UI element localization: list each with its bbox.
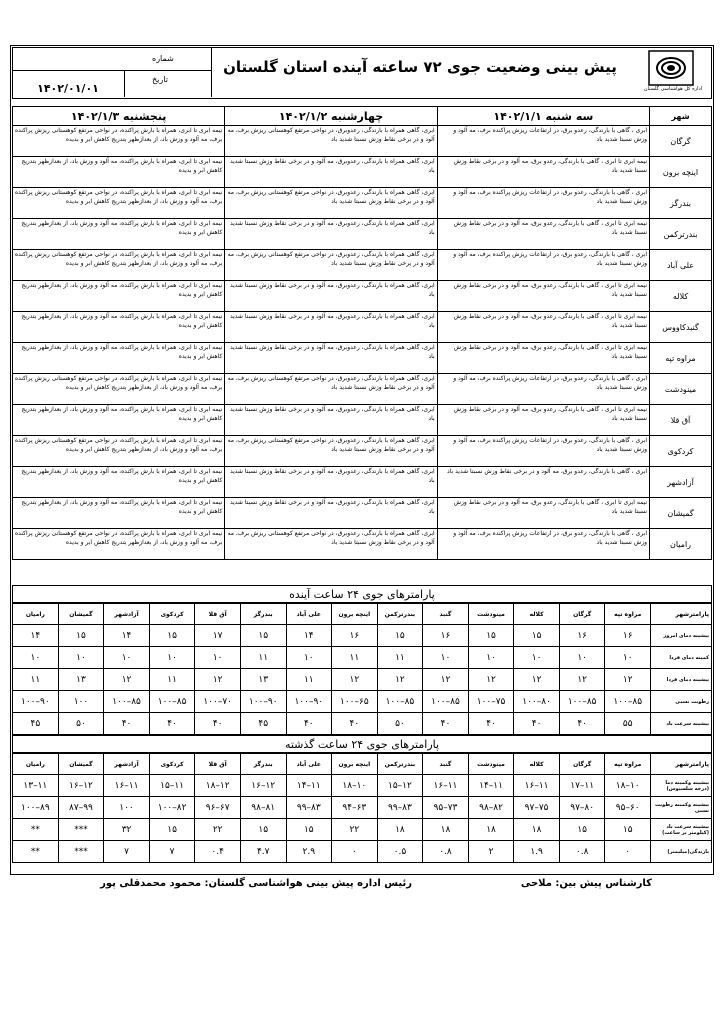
date-label: تاریخ [152, 75, 168, 84]
forecast-day3: نیمه ابری تا ابری، همراه با بارش پراکنده، در نواحی مرتفع کوهستانی ریزش پراکنده برف، مه آلود و وزش باد، از بعدازظهر بتدریج کاهش ابر و بدیده [13, 436, 225, 467]
param-value: ۲۲ [332, 819, 378, 841]
param-value: ۱۵ [377, 625, 423, 647]
param-value: ۲۲ [195, 819, 241, 841]
param-value: ۱۲ [104, 669, 150, 691]
forecast-day1: نیمه ابری تا ابری ، گاهی با بارندگی، رعدو برق، مه آلود و در برخی نقاط وزش نسبتا شدید باد [437, 281, 649, 312]
city-name: بندرترکمن [650, 219, 712, 250]
param-value: ۱۲ [514, 669, 560, 691]
forecast-day1: ابری ، گاهی با بارندگی، رعدو برق، در ارتفاعات ریزش پراکنده برف، مه آلود و وزش نسبتا شدید باد [437, 529, 649, 560]
param-value: ۸۰–۱۰۰ [514, 691, 560, 713]
forecast-day3: نیمه ابری تا ابری، همراه با بارش پراکنده، مه آلود و وزش باد، از بعدازظهر بتدریج کاهش ابر و بدیده [13, 467, 225, 498]
param-value: ۷۰–۱۰۰ [195, 691, 241, 713]
forecast-row [13, 126, 712, 157]
forecast-day3: نیمه ابری تا ابری، همراه با بارش پراکنده، در نواحی مرتفع کوهستانی ریزش پراکنده برف، مه آلود و وزش باد، از بعدازظهر بتدریج کاهش ابر و بدیده [13, 188, 225, 219]
param-value: ۴۰ [559, 713, 605, 735]
param-row [13, 647, 712, 669]
param-value: ۱۵ [605, 819, 651, 841]
forecast-day3: نیمه ابری تا ابری، همراه با بارش پراکنده، مه آلود و وزش باد، از بعدازظهر بتدریج کاهش ابر و بدیده [13, 281, 225, 312]
param-name: بیشینه وکمینه دما (درجه سلسیوس) [651, 775, 712, 797]
param-value: ۹۰–۱۰۰ [286, 691, 332, 713]
param-value: ۱۶ [605, 625, 651, 647]
page-title: پیش بینی وضعیت جوی ۷۲ ساعته آینده استان گلستان [223, 58, 617, 76]
forecast-day2: ابری، گاهی همراه با بارندگی، رعدوبرق، مه آلود و در برخی نقاط وزش نسبتا شدید باد [225, 312, 437, 343]
param-value: ۱۱–۱۴ [468, 775, 514, 797]
param-value: ۱۶ [559, 625, 605, 647]
forecast-day2: ابری، گاهی همراه با بارندگی، رعدوبرق، مه آلود و در برخی نقاط وزش نسبتا شدید باد [225, 343, 437, 374]
param-value: ۱۵ [149, 819, 195, 841]
param-value: ۴۰ [195, 713, 241, 735]
param-city: کلاله [514, 754, 560, 775]
param-value: ۱۰ [195, 647, 241, 669]
param-value: ۱۲ [423, 669, 469, 691]
param-header: پارامترشهر [651, 604, 712, 625]
param-value: ۱۰ [286, 647, 332, 669]
param-value: ۸۰–۹۷ [559, 797, 605, 819]
param-city: آزادشهر [104, 754, 150, 775]
param-value: ۹۰–۱۰۰ [13, 691, 59, 713]
city-name: کلاله [650, 281, 712, 312]
param-value: ۱۰ [149, 647, 195, 669]
param-value: ۱۱–۱۶ [423, 775, 469, 797]
param-city: گمیشان [58, 754, 104, 775]
city-header: شهر [650, 107, 712, 126]
param-value: ۴۰ [423, 713, 469, 735]
forecast-day1: ابری ، گاهی با بارندگی، رعدو برق، مه آلود و در برخی نقاط وزش نسبتا شدید باد [437, 467, 649, 498]
param-value: ۱۰–۱۸ [605, 775, 651, 797]
param-value: ۱۵ [468, 625, 514, 647]
param-value: ۱۲–۱۵ [377, 775, 423, 797]
city-name: آزادشهر [650, 467, 712, 498]
forecast-day3: نیمه ابری تا ابری، همراه با بارش پراکنده، مه آلود و وزش باد، از بعدازظهر بتدریج کاهش ابر و بدیده [13, 498, 225, 529]
param-value: ۸۵–۱۰۰ [104, 691, 150, 713]
param-value: ۶۷–۹۶ [195, 797, 241, 819]
param-value: ۱۲ [195, 669, 241, 691]
param-value: ۱۸ [423, 819, 469, 841]
param-row [13, 669, 712, 691]
param-value: ۸۲–۹۸ [468, 797, 514, 819]
forecast-row [13, 436, 712, 467]
param-name: بیشینه سرعت باد [651, 713, 712, 735]
param-value: ۱۲ [332, 669, 378, 691]
forecast-day3: نیمه ابری تا ابری، همراه با بارش پراکنده، در نواحی مرتفع کوهستانی ریزش پراکنده برف، مه آلود و وزش باد، از بعدازظهر بتدریج کاهش ابر و بدیده [13, 250, 225, 281]
param-value: ۸۱–۹۸ [240, 797, 286, 819]
param-header-row [13, 604, 712, 625]
param-value: ۱۱ [13, 669, 59, 691]
param-value: ۱۱–۱۷ [559, 775, 605, 797]
param-value: ۱۲ [559, 669, 605, 691]
param-value: ۴۰ [104, 713, 150, 735]
forecast-day1: نیمه ابری تا ابری ، گاهی با بارندگی، رعدو برق، مه آلود و در برخی نقاط وزش نسبتا شدید باد [437, 405, 649, 436]
number-label: شماره [152, 54, 174, 63]
param-row [13, 625, 712, 647]
param-value: ۰.۵ [377, 841, 423, 863]
param-value: ۱۱–۱۶ [514, 775, 560, 797]
param-name: بیشینه دمای فردا [651, 669, 712, 691]
param-city: کردکوی [149, 604, 195, 625]
param-value: ۱۸ [468, 819, 514, 841]
forecast-day1: نیمه ابری تا ابری ، گاهی با بارندگی، رعدو برق، مه آلود و در برخی نقاط وزش نسبتا شدید باد [437, 498, 649, 529]
param-value: ** [13, 841, 59, 863]
param-value: ۴۵ [240, 713, 286, 735]
param-value: ۷۵–۱۰۰ [468, 691, 514, 713]
param-value: ۰ [332, 841, 378, 863]
param-row [13, 775, 712, 797]
divider [124, 70, 125, 97]
footer [12, 878, 712, 896]
param-header-row [13, 754, 712, 775]
forecast-day1: نیمه ابری تا ابری ، گاهی با بارندگی، رعدو برق، مه آلود و در برخی نقاط وزش نسبتا شدید باد [437, 219, 649, 250]
next24-table [12, 603, 712, 735]
day-header: چهارشنبه ۱۴۰۲/۱/۲ [225, 107, 437, 126]
param-value: ۱۵ [286, 819, 332, 841]
param-value: ۴۰ [149, 713, 195, 735]
param-value: ۸۵–۱۰۰ [605, 691, 651, 713]
forecast-day2: ابری، گاهی همراه با بارندگی، رعدوبرق، در نواحی مرتفع کوهستانی ریزش برف، مه آلود و در برخی نقاط وزش نسبتا شدید باد [225, 250, 437, 281]
param-value: *** [58, 841, 104, 863]
param-value: ۸۳–۹۹ [286, 797, 332, 819]
city-name: گمیشان [650, 498, 712, 529]
city-name: گنبدکاووس [650, 312, 712, 343]
forecast-day2: ابری، گاهی همراه با بارندگی، رعدوبرق، مه آلود و در برخی نقاط وزش نسبتا شدید باد [225, 467, 437, 498]
forecast-day1: نیمه ابری تا ابری ، گاهی با بارندگی، رعدو برق، مه آلود و در برخی نقاط وزش نسبتا شدید باد [437, 343, 649, 374]
param-value: ۱۵ [240, 625, 286, 647]
param-city: گرگان [559, 754, 605, 775]
param-value: ۱۱–۱۵ [149, 775, 195, 797]
forecast-day3: نیمه ابری تا ابری، همراه با بارش پراکنده، مه آلود و وزش باد، از بعدازظهر بتدریج کاهش ابر و بدیده [13, 312, 225, 343]
city-name: مراوه تپه [650, 343, 712, 374]
param-value: ۱۲–۱۶ [58, 775, 104, 797]
forecast-row [13, 250, 712, 281]
param-name: بارندگی(میلیمتر) [651, 841, 712, 863]
param-value: ۱۱ [377, 647, 423, 669]
forecast-row [13, 312, 712, 343]
param-value: ۱۳ [240, 669, 286, 691]
forecaster-name: کارشناس پیش بین: ملاحی [520, 878, 652, 889]
forecast-day3: نیمه ابری تا ابری، همراه با بارش پراکنده، مه آلود و وزش باد، از بعدازظهر بتدریج کاهش ابر و بدیده [13, 343, 225, 374]
param-value: ۱۲ [605, 669, 651, 691]
city-name: علی آباد [650, 250, 712, 281]
param-row [13, 819, 712, 841]
forecast-row [13, 374, 712, 405]
param-value: ۹۰–۱۰۰ [240, 691, 286, 713]
param-city: مراوه تپه [605, 604, 651, 625]
param-value: ۱۰ [468, 647, 514, 669]
city-name: کردکوی [650, 436, 712, 467]
forecast-day3: نیمه ابری تا ابری، همراه با بارش پراکنده، مه آلود و وزش باد، از بعدازظهر بتدریج کاهش ابر و بدیده [13, 219, 225, 250]
param-city: علی آباد [286, 604, 332, 625]
param-city: کلاله [514, 604, 560, 625]
param-row [13, 713, 712, 735]
param-value: ۱۰ [13, 647, 59, 669]
param-city: اینچه برون [332, 604, 378, 625]
param-value: ۱۰۰ [104, 797, 150, 819]
param-city: بندرترکمن [377, 604, 423, 625]
city-name: آق قلا [650, 405, 712, 436]
param-value: ۱۰ [423, 647, 469, 669]
param-value: ۸۵–۱۰۰ [423, 691, 469, 713]
city-name: گرگان [650, 126, 712, 157]
day-header: سه شنبه ۱۴۰۲/۱/۱ [437, 107, 649, 126]
param-value: ۱۰ [559, 647, 605, 669]
forecast-row [13, 467, 712, 498]
param-value: ۱۵ [559, 819, 605, 841]
org-name: اداره کل هواشناسی گلستان [643, 86, 703, 92]
forecast-day2: ابری، گاهی همراه با بارندگی، رعدوبرق، مه آلود و در برخی نقاط وزش نسبتا شدید باد [225, 219, 437, 250]
forecast-day1: ابری ، گاهی با بارندگی، رعدو برق، در ارتفاعات ریزش پراکنده برف، مه آلود و وزش نسبتا شدید باد [437, 436, 649, 467]
param-value: ۸۹–۱۰۰ [13, 797, 59, 819]
param-value: ۴۰ [468, 713, 514, 735]
forecast-day2: ابری، گاهی همراه با بارندگی، رعدوبرق، مه آلود و در برخی نقاط وزش نسبتا شدید باد [225, 281, 437, 312]
forecast-day3: نیمه ابری تا ابری، همراه با بارش پراکنده، در نواحی مرتفع کوهستانی ریزش پراکنده برف، مه آلود و وزش باد، از بعدازظهر بتدریج کاهش ابر و بدیده [13, 529, 225, 560]
forecast-row [13, 219, 712, 250]
param-value: ۱۰ [104, 647, 150, 669]
forecast-day3: نیمه ابری تا ابری، همراه با بارش پراکنده، در نواحی مرتفع کوهستانی ریزش پراکنده برف، مه آلود و وزش باد، از بعدازظهر بتدریج کاهش ابر و بدیده [13, 126, 225, 157]
param-value: ۰.۸ [559, 841, 605, 863]
param-value: ** [13, 819, 59, 841]
param-value: ۵۰ [377, 713, 423, 735]
forecast-day1: نیمه ابری تا ابری ، گاهی با بارندگی، رعدو برق، مه آلود و در برخی نقاط وزش نسبتا شدید باد [437, 157, 649, 188]
param-value: ۸۵–۱۰۰ [559, 691, 605, 713]
param-name: بیشینه دمای امروز [651, 625, 712, 647]
param-value: ۸۵–۱۰۰ [149, 691, 195, 713]
city-name: رامیان [650, 529, 712, 560]
param-name: بیشینه وکمینه رطوبت نسبی [651, 797, 712, 819]
city-name: مینودشت [650, 374, 712, 405]
past24-table [12, 753, 712, 863]
param-value: ۱۵ [58, 625, 104, 647]
param-value: ۶۰–۹۵ [605, 797, 651, 819]
param-value: ۱۰۰ [58, 691, 104, 713]
forecast-day2: ابری، گاهی همراه با بارندگی، رعدوبرق، در نواحی مرتفع کوهستانی ریزش برف، مه آلود و در برخی نقاط وزش نسبتا شدید باد [225, 374, 437, 405]
param-value: ۱۱–۱۶ [104, 775, 150, 797]
forecast-table [12, 106, 712, 560]
param-name: رطوبت نسبی [651, 691, 712, 713]
forecast-day2: ابری، گاهی همراه با بارندگی، رعدوبرق، در نواحی مرتفع کوهستانی ریزش برف، مه آلود و در برخی نقاط وزش نسبتا شدید باد [225, 188, 437, 219]
param-city: رامیان [13, 754, 59, 775]
param-city: آق قلا [195, 604, 241, 625]
param-value: ۱۶ [423, 625, 469, 647]
param-city: آق قلا [195, 754, 241, 775]
param-value: ۷ [149, 841, 195, 863]
param-name: بیشینه سرعت باد (کیلومتر بر ساعت) [651, 819, 712, 841]
param-city: بندرترکمن [377, 754, 423, 775]
param-value: ۱۵ [149, 625, 195, 647]
param-value: *** [58, 819, 104, 841]
forecast-day1: ابری ، گاهی با بارندگی، رعدو برق، در ارتفاعات ریزش پراکنده برف، مه آلود و وزش نسبتا شدید باد [437, 250, 649, 281]
param-value: ۱۰–۱۸ [332, 775, 378, 797]
param-value: ۱۴ [104, 625, 150, 647]
meteorology-logo-icon [648, 50, 694, 86]
param-value: ۱۱ [149, 669, 195, 691]
param-value: ۸۵–۱۰۰ [377, 691, 423, 713]
next24-title: پارامترهای جوی ۲۴ ساعت آینده [12, 585, 712, 603]
param-value: ۱۲–۱۶ [240, 775, 286, 797]
param-value: ۱۰ [58, 647, 104, 669]
param-city: مینودشت [468, 604, 514, 625]
param-value: ۷۳–۹۵ [423, 797, 469, 819]
param-city: گنبد [423, 754, 469, 775]
param-value: ۱۲ [468, 669, 514, 691]
param-city: بندرگز [240, 604, 286, 625]
forecast-day3: نیمه ابری تا ابری، همراه با بارش پراکنده، مه آلود و وزش باد، از بعدازظهر بتدریج کاهش ابر و بدیده [13, 405, 225, 436]
forecast-day2: ابری، گاهی همراه با بارندگی، رعدوبرق، در نواحی مرتفع کوهستانی ریزش برف، مه آلود و در برخی نقاط وزش نسبتا شدید باد [225, 436, 437, 467]
param-value: ۱۵ [240, 819, 286, 841]
param-value: ۱۷ [195, 625, 241, 647]
forecast-row [13, 529, 712, 560]
city-name: بندرگز [650, 188, 712, 219]
divider [12, 70, 212, 71]
param-city: اینچه برون [332, 754, 378, 775]
param-value: ۱۴ [13, 625, 59, 647]
param-value: ۲.۹ [286, 841, 332, 863]
forecast-day2: ابری، گاهی همراه با بارندگی، رعدوبرق، در نواحی مرتفع کوهستانی ریزش برف، مه آلود و در برخی نقاط وزش نسبتا شدید باد [225, 126, 437, 157]
param-value: ۱۴ [286, 625, 332, 647]
param-value: ۱۱ [286, 669, 332, 691]
param-row [13, 797, 712, 819]
param-value: ۰.۴ [195, 841, 241, 863]
param-value: ۰ [605, 841, 651, 863]
forecast-day2: ابری، گاهی همراه با بارندگی، رعدوبرق، مه آلود و در برخی نقاط وزش نسبتا شدید باد [225, 405, 437, 436]
city-name: اینچه برون [650, 157, 712, 188]
forecast-row [13, 498, 712, 529]
head-name: رئیس اداره پیش بینی هواشناسی گلستان: محمود محمدقلی پور [100, 878, 412, 889]
param-header: پارامترشهر [651, 754, 712, 775]
param-value: ۴۰ [286, 713, 332, 735]
param-value: ۱۳ [58, 669, 104, 691]
day-header: پنجشنبه ۱۴۰۲/۱/۳ [13, 107, 225, 126]
forecast-row [13, 157, 712, 188]
param-value: ۷ [104, 841, 150, 863]
param-city: گرگان [559, 604, 605, 625]
forecast-day2: ابری، گاهی همراه با بارندگی، رعدوبرق، مه آلود و در برخی نقاط وزش نسبتا شدید باد [225, 498, 437, 529]
param-value: ۰.۸ [423, 841, 469, 863]
param-value: ۱۱ [240, 647, 286, 669]
param-value: ۴۰ [514, 713, 560, 735]
forecast-day1: ابری ، گاهی با بارندگی، رعدو برق، در ارتفاعات ریزش پراکنده برف، مه آلود و وزش نسبتا شدید باد [437, 188, 649, 219]
forecast-day2: ابری، گاهی همراه با بارندگی، رعدوبرق، مه آلود و در برخی نقاط وزش نسبتا شدید باد [225, 157, 437, 188]
param-value: ۵۵ [605, 713, 651, 735]
param-value: ۷۵–۹۷ [514, 797, 560, 819]
param-city: مینودشت [468, 754, 514, 775]
param-row [13, 841, 712, 863]
param-value: ۱۸ [514, 819, 560, 841]
param-value: ۱۱ [332, 647, 378, 669]
param-value: ۱۱–۱۴ [286, 775, 332, 797]
forecast-row [13, 405, 712, 436]
forecast-row [13, 188, 712, 219]
forecast-row [13, 343, 712, 374]
param-value: ۸۲–۱۰۰ [149, 797, 195, 819]
date-value: ۱۴۰۲/۰۱/۰۱ [37, 82, 99, 95]
param-value: ۴۰ [332, 713, 378, 735]
param-value: ۱۸ [377, 819, 423, 841]
param-value: ۴۵ [13, 713, 59, 735]
param-value: ۸۳–۹۹ [377, 797, 423, 819]
param-row [13, 691, 712, 713]
param-value: ۳۲ [104, 819, 150, 841]
param-value: ۱.۹ [514, 841, 560, 863]
param-value: ۲ [468, 841, 514, 863]
param-city: گنبد [423, 604, 469, 625]
forecast-day1: ابری ، گاهی با بارندگی، رعدو برق، در ارتفاعات ریزش پراکنده برف، مه آلود و وزش نسبتا شدید باد [437, 374, 649, 405]
param-city: آزادشهر [104, 604, 150, 625]
param-city: رامیان [13, 604, 59, 625]
param-value: ۶۵–۱۰۰ [332, 691, 378, 713]
param-value: ۱۰ [514, 647, 560, 669]
forecast-day3: نیمه ابری تا ابری، همراه با بارش پراکنده، در نواحی مرتفع کوهستانی ریزش پراکنده برف، مه آلود و وزش باد، از بعدازظهر بتدریج کاهش ابر و بدیده [13, 374, 225, 405]
forecast-day3: نیمه ابری تا ابری، همراه با بارش پراکنده، مه آلود و وزش باد، از بعدازظهر بتدریج کاهش ابر و بدیده [13, 157, 225, 188]
param-name: کمینه دمای فردا [651, 647, 712, 669]
param-value: ۱۱–۱۳ [13, 775, 59, 797]
param-value: ۵۰ [58, 713, 104, 735]
forecast-row [13, 281, 712, 312]
param-value: ۹۹–۸۷ [58, 797, 104, 819]
param-value: ۱۵ [514, 625, 560, 647]
param-city: مراوه تپه [605, 754, 651, 775]
past24-title: پارامترهای جوی ۲۴ ساعت گذشته [12, 735, 712, 753]
param-city: بندرگز [240, 754, 286, 775]
forecast-day2: ابری، گاهی همراه با بارندگی، رعدوبرق، در نواحی مرتفع کوهستانی ریزش برف، مه آلود و در برخی نقاط وزش نسبتا شدید باد [225, 529, 437, 560]
forecast-day1: ابری ، گاهی با بارندگی، رعدو برق، در ارتفاعات ریزش پراکنده برف، مه آلود و وزش نسبتا شدید باد [437, 126, 649, 157]
param-value: ۱۰ [605, 647, 651, 669]
param-value: ۱۲ [377, 669, 423, 691]
param-value: ۱۲–۱۸ [195, 775, 241, 797]
param-city: علی آباد [286, 754, 332, 775]
param-value: ۴.۷ [240, 841, 286, 863]
param-value: ۶۳–۹۴ [332, 797, 378, 819]
param-value: ۱۶ [332, 625, 378, 647]
param-city: کردکوی [149, 754, 195, 775]
forecast-day1: نیمه ابری تا ابری ، گاهی با بارندگی، رعدو برق، مه آلود و در برخی نقاط وزش نسبتا شدید باد [437, 312, 649, 343]
param-city: گمیشان [58, 604, 104, 625]
